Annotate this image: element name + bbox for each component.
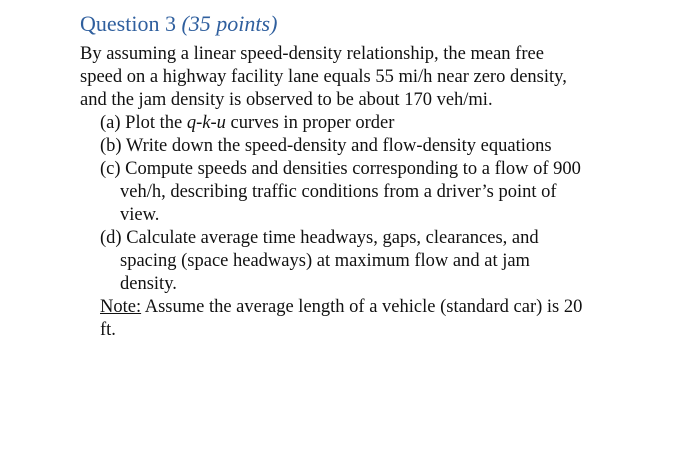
part-a bbox=[100, 112, 394, 134]
part-b: (b) Write down the speed-density and flow-density equations bbox=[100, 136, 552, 156]
part-a-dash-1: - bbox=[196, 113, 203, 133]
part-a-k: k bbox=[202, 113, 211, 133]
intro-line-3: and the jam density is observed to be about 170 veh/mi. bbox=[80, 90, 493, 110]
part-a-suffix: curves in proper order bbox=[225, 113, 395, 133]
note-label: Note: bbox=[100, 297, 142, 317]
note-line bbox=[100, 296, 582, 318]
question-points: (35 points) bbox=[181, 11, 278, 36]
part-c-line-1: (c) Compute speeds and densities corresponding to a flow of 900 bbox=[100, 159, 581, 179]
part-d-line-2: spacing (space headways) at maximum flow and at jam bbox=[120, 251, 530, 271]
question-heading bbox=[80, 11, 277, 37]
question-title: Question 3 bbox=[80, 11, 176, 36]
note-continuation: ft. bbox=[100, 320, 116, 340]
part-a-dash-2: - bbox=[210, 113, 217, 133]
part-a-prefix: (a) Plot the bbox=[100, 113, 187, 133]
part-c-line-3: view. bbox=[120, 205, 160, 225]
part-c-line-2: veh/h, describing traffic conditions from a driver’s point of bbox=[120, 182, 557, 202]
intro-line-2: speed on a highway facility lane equals 55 mi/h near zero density, bbox=[80, 67, 567, 87]
part-a-q: q bbox=[186, 113, 197, 133]
note-text: Assume the average length of a vehicle (standard car) is 20 bbox=[141, 297, 583, 317]
part-d-line-1: (d) Calculate average time headways, gaps, clearances, and bbox=[100, 228, 539, 248]
part-a-u: u bbox=[216, 113, 226, 133]
intro-line-1: By assuming a linear speed-density relationship, the mean free bbox=[80, 44, 544, 64]
part-d-line-3: density. bbox=[120, 274, 177, 294]
